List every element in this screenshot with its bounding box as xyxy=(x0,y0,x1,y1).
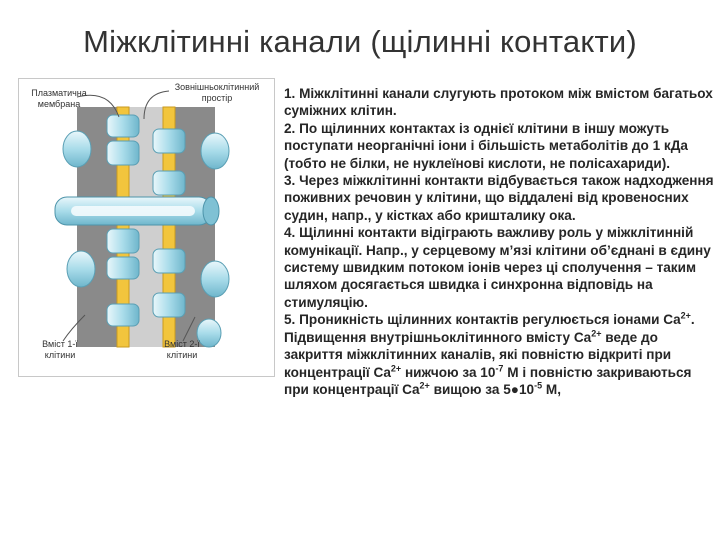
diagram-svg xyxy=(19,79,274,376)
paragraph-3: 3. Через міжклітинні контакти відбувається також надходження поживних речовин у клітини, що віддалені від кровеносних судин, напр., у кістках або кришталику ока. xyxy=(284,173,714,223)
paragraph-5: 5. Проникність щілинних контактів регулюється іонами $Ca^{2+}$. Підвищення внутрішньоклітинного вмісту $Ca^{2+}$ веде до закриття міжклітинних каналів, які повністю відкриті при концентрації $Ca^{2+}$ нижчою за $10^{-7}$ М і повністю закриваються при концентрації $Ca^{2+}$ вищою за $5●10^{-5}$ М, xyxy=(284,310,695,397)
paragraph-4: 4. Щілинні контакти відіграють важливу роль у міжклітинній комунікації. Напр., у серцевому м’язі клітини об’єднані в єдину систему швидким потоком іонів через ці сполучення – таким шляхом досягається швидка і синхронна відповідь на стимуляцію. xyxy=(284,225,711,310)
body-text xyxy=(284,85,716,398)
paragraph-2: 2. По щілинних контактах із однієї клітини в іншу можуть поступати неорганічні іони і більшість метаболітів до 1 кДа (тобто не білки, не нуклеїнові кислоти, не полісахариди). xyxy=(284,120,688,171)
gap-junction-diagram xyxy=(18,78,275,377)
page-title: Міжклітинні канали (щілинні контакти) xyxy=(83,24,637,59)
through-channel xyxy=(55,197,219,225)
label-cell1-content: Вміст 1-ї клітини xyxy=(42,339,78,360)
paragraph-1: 1. Міжклітинні канали слугують протоком між вмістом багатьох суміжних клітин. xyxy=(284,86,713,119)
label-plasma-membrane: Плазматична мембрана xyxy=(31,88,87,109)
label-cell2-content: Вміст 2-ї клітини xyxy=(164,339,200,360)
label-extracellular-space: Зовнішньоклітинний простір xyxy=(174,82,260,103)
